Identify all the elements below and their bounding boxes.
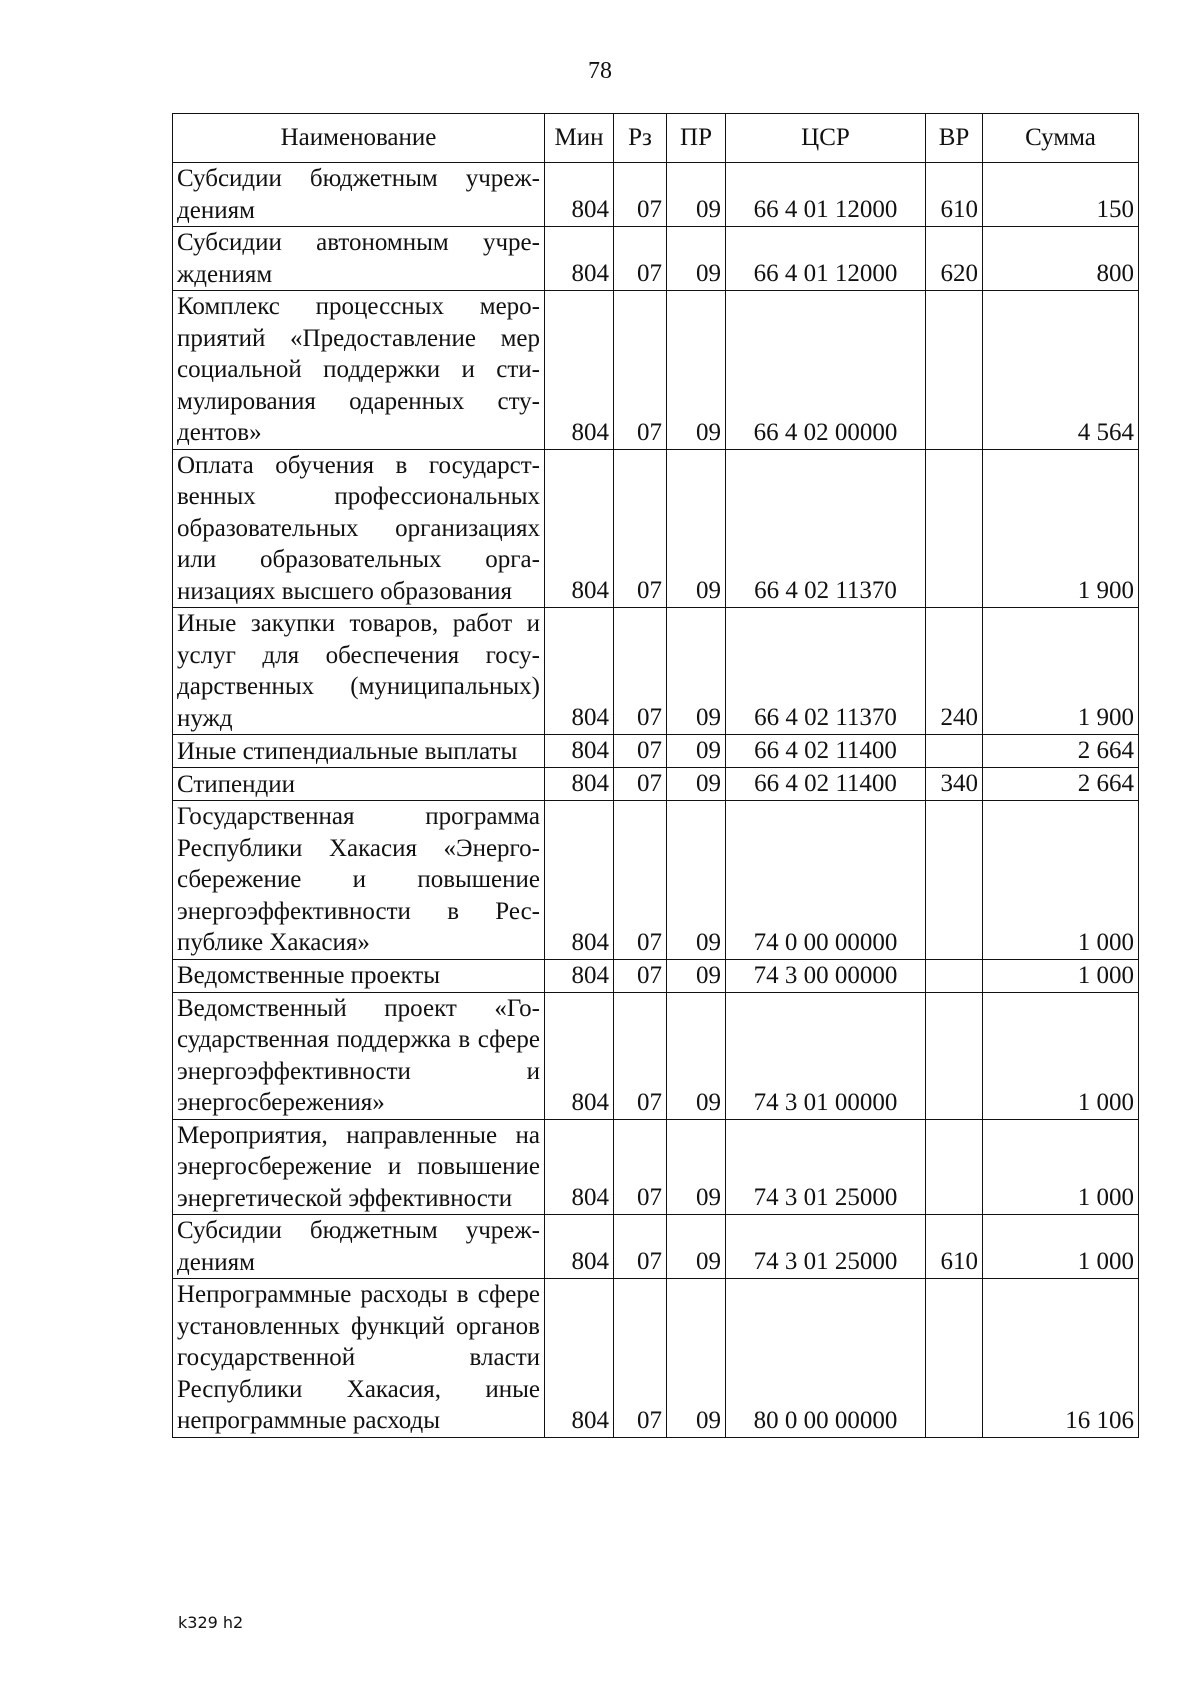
row-vr	[926, 801, 983, 960]
page-number: 78	[588, 58, 612, 84]
row-sum: 1 000	[983, 1119, 1139, 1215]
row-vr: 240	[926, 608, 983, 735]
row-csr: 80 0 00 00000	[726, 1279, 926, 1438]
row-vr	[926, 291, 983, 450]
row-sum: 16 106	[983, 1279, 1139, 1438]
table-row	[173, 449, 1139, 608]
table-row	[173, 227, 1139, 291]
row-sum: 2 664	[983, 735, 1139, 768]
budget-table	[172, 113, 1139, 1438]
table-row	[173, 1119, 1139, 1215]
row-sum: 800	[983, 227, 1139, 291]
row-name: Мероприятия, направленные на энергосбережение и повышение энергетической эффективности	[173, 1119, 545, 1215]
row-pr: 09	[667, 735, 726, 768]
footer-code: k329 h2	[178, 1613, 244, 1632]
row-vr: 340	[926, 768, 983, 801]
row-name: Стипендии	[173, 768, 545, 801]
row-min: 804	[545, 992, 614, 1119]
row-vr: 610	[926, 163, 983, 227]
row-rz: 07	[614, 608, 667, 735]
row-csr: 66 4 02 11400	[726, 735, 926, 768]
row-csr: 74 3 00 00000	[726, 959, 926, 992]
row-sum: 150	[983, 163, 1139, 227]
row-sum: 2 664	[983, 768, 1139, 801]
row-rz: 07	[614, 801, 667, 960]
row-min: 804	[545, 291, 614, 450]
header-rz: Рз	[614, 114, 667, 163]
row-rz: 07	[614, 959, 667, 992]
table-row	[173, 959, 1139, 992]
row-rz: 07	[614, 1279, 667, 1438]
table-row	[173, 608, 1139, 735]
row-csr: 74 3 01 00000	[726, 992, 926, 1119]
row-pr: 09	[667, 1119, 726, 1215]
row-vr	[926, 992, 983, 1119]
row-pr: 09	[667, 449, 726, 608]
row-vr	[926, 1279, 983, 1438]
table-row	[173, 992, 1139, 1119]
row-csr: 66 4 01 12000	[726, 163, 926, 227]
row-sum: 1 900	[983, 449, 1139, 608]
row-min: 804	[545, 801, 614, 960]
row-rz: 07	[614, 449, 667, 608]
row-rz: 07	[614, 291, 667, 450]
row-min: 804	[545, 768, 614, 801]
row-min: 804	[545, 1119, 614, 1215]
row-rz: 07	[614, 768, 667, 801]
row-sum: 1 000	[983, 992, 1139, 1119]
row-pr: 09	[667, 227, 726, 291]
row-pr: 09	[667, 1279, 726, 1438]
header-pr: ПР	[667, 114, 726, 163]
row-pr: 09	[667, 291, 726, 450]
row-min: 804	[545, 735, 614, 768]
row-name: Иные стипендиальные выплаты	[173, 735, 545, 768]
row-name: Субсидии бюджетным учреждениям	[173, 1215, 545, 1279]
row-name: Субсидии автономным учреждениям	[173, 227, 545, 291]
header-min: Мин	[545, 114, 614, 163]
row-name: Государственная программа Республики Хакасия «Энергосбережение и повышение энергоэффективности в Республике Хакасия»	[173, 801, 545, 960]
row-sum: 4 564	[983, 291, 1139, 450]
row-vr	[926, 959, 983, 992]
row-sum: 1 000	[983, 1215, 1139, 1279]
row-vr: 610	[926, 1215, 983, 1279]
row-csr: 66 4 02 11370	[726, 449, 926, 608]
row-min: 804	[545, 449, 614, 608]
table-row	[173, 735, 1139, 768]
row-rz: 07	[614, 1119, 667, 1215]
row-rz: 07	[614, 735, 667, 768]
table-row	[173, 163, 1139, 227]
header-sum: Сумма	[983, 114, 1139, 163]
row-sum: 1 000	[983, 959, 1139, 992]
table-row	[173, 1279, 1139, 1438]
row-min: 804	[545, 1215, 614, 1279]
row-name: Оплата обучения в государственных профессиональных образовательных организациях или образовательных организациях высшего образования	[173, 449, 545, 608]
row-name: Ведомственный проект «Государственная поддержка в сфере энергоэффективности и энергосбережения»	[173, 992, 545, 1119]
row-pr: 09	[667, 959, 726, 992]
row-name: Иные закупки товаров, работ и услуг для обеспечения государственных (муниципальных) нужд	[173, 608, 545, 735]
row-name: Ведомственные проекты	[173, 959, 545, 992]
row-pr: 09	[667, 768, 726, 801]
row-csr: 66 4 02 11400	[726, 768, 926, 801]
row-name: Субсидии бюджетным учреждениям	[173, 163, 545, 227]
row-pr: 09	[667, 1215, 726, 1279]
row-min: 804	[545, 1279, 614, 1438]
row-sum: 1 900	[983, 608, 1139, 735]
row-rz: 07	[614, 1215, 667, 1279]
row-csr: 74 3 01 25000	[726, 1119, 926, 1215]
row-csr: 74 0 00 00000	[726, 801, 926, 960]
header-vr: ВР	[926, 114, 983, 163]
row-vr	[926, 735, 983, 768]
row-rz: 07	[614, 227, 667, 291]
row-min: 804	[545, 163, 614, 227]
row-pr: 09	[667, 992, 726, 1119]
table-row	[173, 768, 1139, 801]
row-min: 804	[545, 227, 614, 291]
row-csr: 74 3 01 25000	[726, 1215, 926, 1279]
row-name: Непрограммные расходы в сфере установленных функций органов государственной власти Республики Хакасия, иные непрограммные расходы	[173, 1279, 545, 1438]
table-row	[173, 801, 1139, 960]
row-name: Комплекс процессных мероприятий «Предоставление мер социальной поддержки и стимулирования одаренных студентов»	[173, 291, 545, 450]
row-csr: 66 4 02 00000	[726, 291, 926, 450]
row-min: 804	[545, 959, 614, 992]
header-csr: ЦСР	[726, 114, 926, 163]
row-rz: 07	[614, 992, 667, 1119]
row-min: 804	[545, 608, 614, 735]
row-rz: 07	[614, 163, 667, 227]
row-sum: 1 000	[983, 801, 1139, 960]
row-pr: 09	[667, 163, 726, 227]
row-pr: 09	[667, 801, 726, 960]
table-row	[173, 291, 1139, 450]
table-header-row	[173, 114, 1139, 163]
row-pr: 09	[667, 608, 726, 735]
table-row	[173, 1215, 1139, 1279]
row-csr: 66 4 01 12000	[726, 227, 926, 291]
row-vr	[926, 1119, 983, 1215]
row-vr: 620	[926, 227, 983, 291]
row-csr: 66 4 02 11370	[726, 608, 926, 735]
header-name: Наименование	[173, 114, 545, 163]
row-vr	[926, 449, 983, 608]
